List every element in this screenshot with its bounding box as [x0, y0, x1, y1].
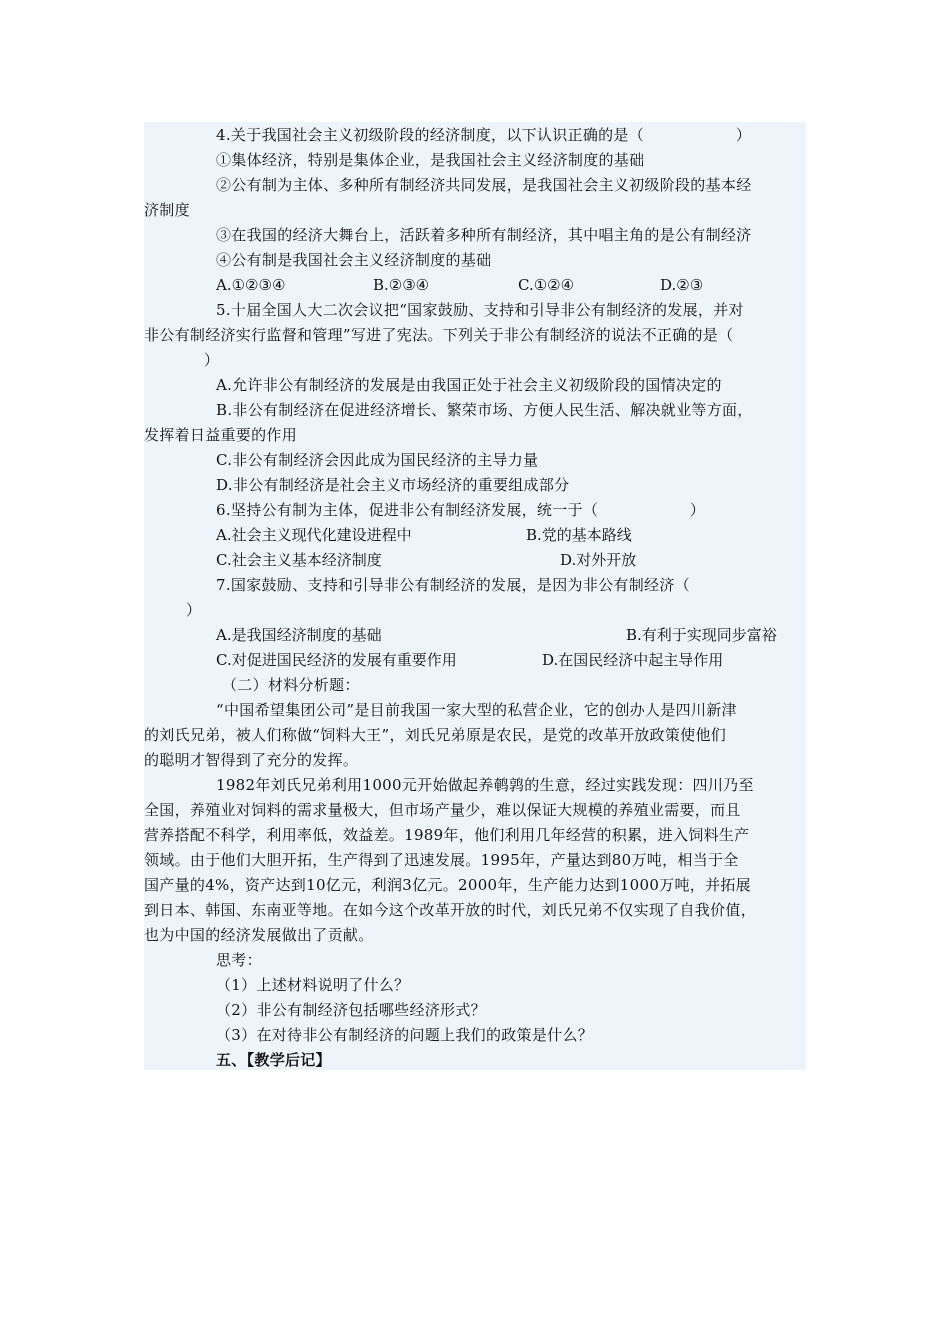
- q7-stem: 7.国家鼓励、支持和引导非公有制经济的发展，是因为非公有制经济（: [216, 576, 690, 594]
- section-5-heading: 五、【教学后记】: [216, 1051, 331, 1069]
- q5-option-b-cont: 发挥着日益重要的作用: [144, 426, 298, 444]
- material-paragraph-2-line-5: 国产量的4%，资产达到10亿元，利润3亿元。2000年，生产能力达到1000万吨，并拓展: [144, 876, 751, 894]
- section-2-heading: （二）材料分析题：: [222, 676, 360, 694]
- material-paragraph-2: 1982年刘氏兄弟利用1000元开始做起养鹌鹑的生意，经过实践发现：四川乃至: [216, 776, 754, 794]
- q4-statement-3: ③在我国的经济大舞台上，活跃着多种所有制经济，其中唱主角的是公有制经济: [216, 226, 752, 244]
- q6-option-d: D.对外开放: [560, 551, 637, 569]
- q4-option-c: C.①②④: [518, 276, 575, 294]
- q5-stem-end: ）: [204, 351, 220, 369]
- q7-option-b: B.有利于实现同步富裕: [626, 626, 777, 644]
- q6-option-c: C.社会主义基本经济制度: [216, 551, 382, 569]
- q4-statement-2: ②公有制为主体、多种所有制经济共同发展，是我国社会主义初级阶段的基本经: [216, 176, 752, 194]
- q4-statement-4: ④公有制是我国社会主义经济制度的基础: [216, 251, 492, 269]
- q5-option-b: B.非公有制经济在促进经济增长、繁荣市场、方便人民生活、解决就业等方面，: [216, 401, 753, 419]
- q4-option-a: A.①②③④: [216, 276, 286, 294]
- think-question-2: （2）非公有制经济包括哪些经济形式？: [216, 1001, 486, 1019]
- material-paragraph-1-line-3: 的聪明才智得到了充分的发挥。: [144, 751, 359, 769]
- q4-statement-2-cont: 济制度: [144, 201, 190, 219]
- material-paragraph-2-line-3: 营养搭配不科学，利用率低，效益差。1989年，他们利用几年经营的积累，进入饲料生产: [144, 826, 750, 844]
- q4-stem: 4.关于我国社会主义初级阶段的经济制度，以下认识正确的是（ ）: [216, 126, 752, 144]
- q4-option-b: B.②③④: [373, 276, 430, 294]
- q7-option-c: C.对促进国民经济的发展有重要作用: [216, 651, 457, 669]
- q5-option-c: C.非公有制经济会因此成为国民经济的主导力量: [216, 451, 539, 469]
- q6-option-a: A.社会主义现代化建设进程中: [216, 526, 412, 544]
- think-label: 思考：: [216, 951, 262, 969]
- q4-option-d: D.②③: [660, 276, 704, 294]
- q4-statement-1: ①集体经济，特别是集体企业，是我国社会主义经济制度的基础: [216, 151, 645, 169]
- material-paragraph-2-line-2: 全国，养殖业对饲料的需求量极大，但市场产量少，难以保证大规模的养殖业需要，而且: [144, 801, 741, 819]
- q5-option-a: A.允许非公有制经济的发展是由我国正处于社会主义初级阶段的国情决定的: [216, 376, 722, 394]
- q6-option-b: B.党的基本路线: [526, 526, 632, 544]
- q6-stem: 6.坚持公有制为主体，促进非公有制经济发展，统一于（ ）: [216, 501, 706, 519]
- q7-option-a: A.是我国经济制度的基础: [216, 626, 382, 644]
- think-question-3: （3）在对待非公有制经济的问题上我们的政策是什么？: [216, 1026, 594, 1044]
- q5-option-d: D.非公有制经济是社会主义市场经济的重要组成部分: [216, 476, 570, 494]
- material-paragraph-2-line-4: 领域。由于他们大胆开拓，生产得到了迅速发展。1995年，产量达到80万吨，相当于全: [144, 851, 739, 869]
- q7-option-d: D.在国民经济中起主导作用: [542, 651, 724, 669]
- material-paragraph-1: “中国希望集团公司”是目前我国一家大型的私营企业，它的创办人是四川新津: [216, 701, 737, 719]
- material-paragraph-1-line-2: 的刘氏兄弟，被人们称做“饲料大王”，刘氏兄弟原是农民，是党的改革开放政策使他们: [144, 726, 727, 744]
- q5-stem: 5.十届全国人大二次会议把“国家鼓励、支持和引导非公有制经济的发展，并对: [216, 301, 744, 319]
- q5-stem-cont: 非公有制经济实行监督和管理”写进了宪法。下列关于非公有制经济的说法不正确的是（: [144, 326, 734, 344]
- material-paragraph-2-line-6: 到日本、韩国、东南亚等地。在如今这个改革开放的时代，刘氏兄弟不仅实现了自我价值，: [144, 901, 757, 919]
- material-paragraph-2-line-7: 也为中国的经济发展做出了贡献。: [144, 926, 374, 944]
- q7-stem-end: ）: [186, 601, 202, 619]
- think-question-1: （1）上述材料说明了什么？: [216, 976, 410, 994]
